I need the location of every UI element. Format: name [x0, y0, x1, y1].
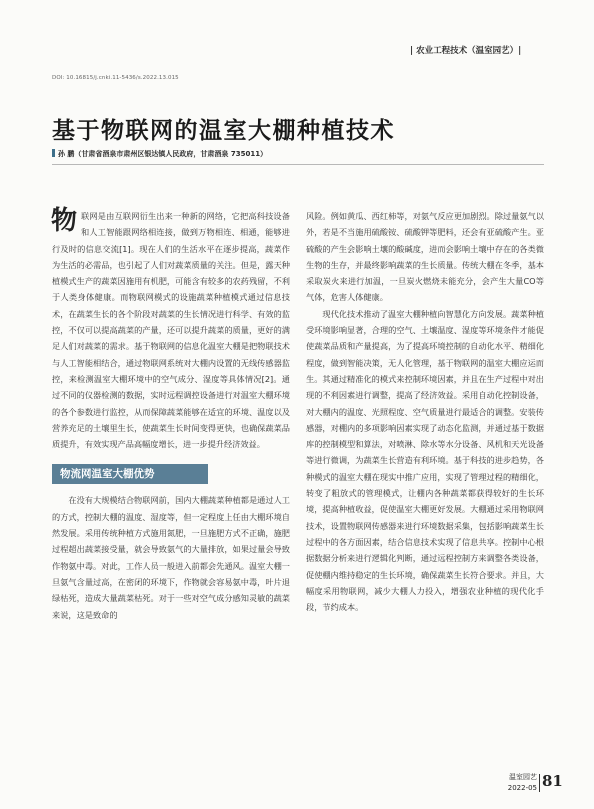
- author-text: 孙 鹏（甘肃省酒泉市肃州区银达镇人民政府，甘肃酒泉 735011）: [58, 150, 268, 158]
- section-paragraph: 在没有大规模结合物联网前，国内大棚蔬菜种植都是通过人工的方式，控制大棚的温度、湿度等，但一定程度上任由大棚环境自然发展。采用传统种植方式施用氮肥，一旦施肥方式不正确，施肥过程超出蔬菜接受量，就会导致氨气的大量排放，如果过量会导致作物氨中毒。对此，工作人员一般进入前都会先通风。温室大棚一旦氨气含量过高，在密闭的环境下，作物就会容易氨中毒，叶片退绿枯死，造成大量蔬菜枯死。对于一些对空气成分感知灵敏的蔬菜来说，这是致命的: [52, 495, 290, 620]
- author-marker: [52, 149, 55, 157]
- right-column: [306, 208, 544, 615]
- header-divider: [52, 164, 544, 165]
- right-paragraph-1: 风险。例如黄瓜、西红柿等，对氨气反应更加剧烈。除过量氨气以外，若是不当施用硫酸铵、硫酸钾等肥料，还会有亚硫酸产生。亚硫酸的产生会影响土壤的酸碱度，进而会影响土壤中存在的各类微生物的生存，并最终影响蔬菜的生长质量。传统大棚在冬季，基本采取炭火来进行加温，一旦炭火燃烧未能充分，会产生大量CO等气体，危害人体健康。: [306, 211, 544, 303]
- page-number: 81: [542, 772, 563, 790]
- footer-journal-name: 温室园艺: [509, 773, 537, 781]
- dropcap-character: 物: [51, 206, 78, 236]
- journal-section-label: | 农业工程技术（温室园艺）|: [410, 46, 522, 56]
- footer-separator: [539, 774, 540, 792]
- intro-paragraph: [52, 208, 290, 452]
- doi-line: DOI: 10.16815/j.cnki.11-5436/s.2022.13.015: [52, 75, 179, 81]
- article-title: 基于物联网的温室大棚种植技术: [52, 118, 395, 144]
- right-paragraph-2: 现代化技术推动了温室大棚种植向智慧化方向发展。蔬菜种植受环境影响显著，合理的空气、土壤温度、湿度等环境条件才能促使蔬菜品质和产量提高，为了提高环境控制的自动化水平、精细化程度，做到智能决策，无人化管理，基于物联网的温室大棚应运而生。其通过精准化的模式来控制环境因素，并且在生产过程中对出现的不利因素进行调整，提高了经济效益。采用自动化控制设备，对大棚内的温度、光照程度、空气质量进行最适合的调整。安装传感器，对棚内的多项影响因素实现了动态化监测，并通过基于数据库的控制模型和算法，对喷淋、除水等水分设备、风机和天光设备等进行微调，为蔬菜生长营造有利环境。基于科技的进步趋势，各种模式的温室大棚在现实中推广应用，实现了管理过程的精细化，转变了粗放式的管理模式，让棚内各种蔬菜都获得较好的生长环境，提高种植收益，促使温室大棚更好发展。大棚通过采用物联网技术，设置物联网传感器来进行环境数据采集，包括影响蔬菜生长过程中的各方面因素，结合信息技术实现了信息共享。控制中心根据数据分析来进行逻辑化判断，通过远程控制方来调整各类设备，促使棚内维持稳定的生长环境，确保蔬菜生长符合要求。并且，大幅度采用物联网，减少大棚人力投入，增强农业种植的现代化手段，节约成本。: [306, 308, 544, 613]
- intro-text: 联网是由互联网衍生出来一种新的网络，它把高科技设备和人工智能跟网络相连接，做到万物相连、相通，能够进行及时的信息交流[1]。现在人们的生活水平在逐步提高，蔬菜作为生活的必需品，也引起了人们对蔬菜质量的关注。但是，露天种植模式生产的蔬菜因施用有机肥，可能含有较多的农药残留，不利于人类身体健康。而物联网模式的设施蔬菜种植模式通过信息技术，在蔬菜生长的各个阶段对蔬菜的生长情况进行科学、有效的监控，不仅可以提高蔬菜的产量，还可以提升蔬菜的质量，更好的满足人们对蔬菜的需求。基于物联网的信息化温室大棚是把物联技术与人工智能相结合，通过物联网系统对大棚内设置的无线传感器监控，来检测温室大棚环境中的空气成分、湿度等具体情况[2]。通过不同的仪器检测的数据，实时远程调控设备进行对温室大棚环境的各个参数进行监控，从而保障蔬菜能够在适宜的环境、温度以及营养充足的土壤里生长，使蔬菜生长时间变得更快，也确保蔬菜品质提升，有效实现产品高幅度增长，进一步提升经济效益。: [52, 211, 290, 450]
- footer-issue-date: 2022-05: [507, 784, 537, 792]
- left-column: [52, 208, 290, 623]
- section-heading: 物流网温室大棚优势: [52, 464, 208, 484]
- author-line: [52, 149, 552, 159]
